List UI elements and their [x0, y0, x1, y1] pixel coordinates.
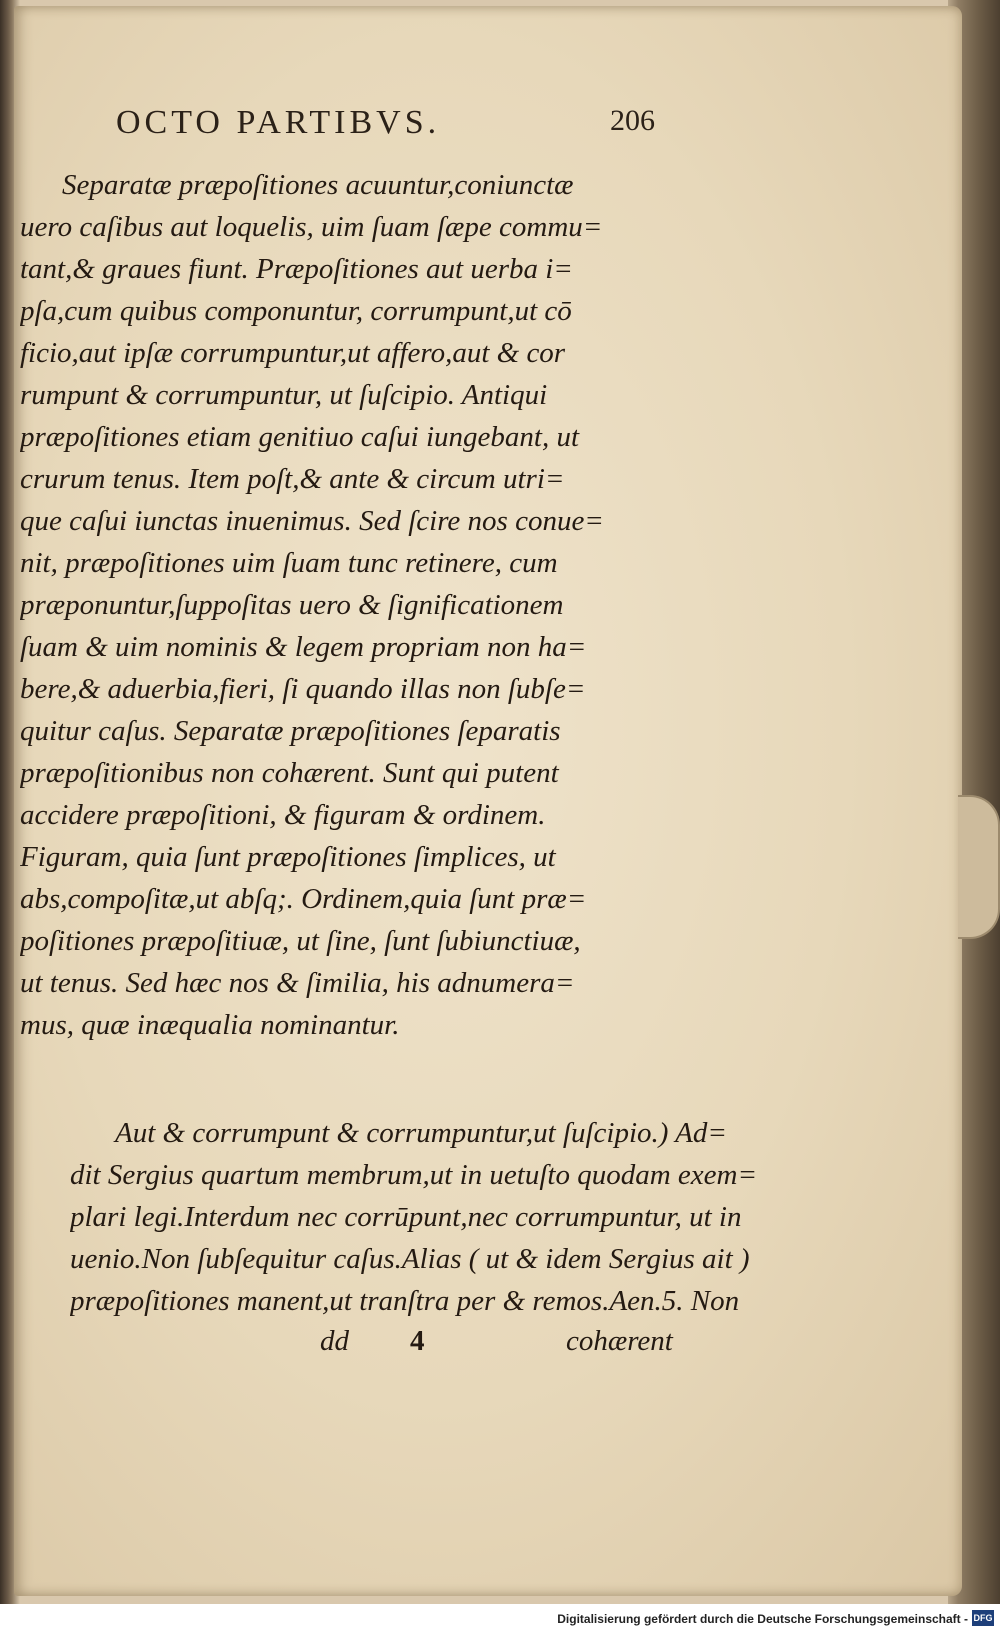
commentary-line: præpoſitiones manent,ut tranſtra per & remos.Aen.5. Non	[70, 1285, 740, 1317]
text-line: præpoſitiones etiam genitiuo caſui iungebant, ut	[20, 421, 580, 453]
text-line: uero caſibus aut loquelis, uim ſuam ſæpe commu=	[20, 211, 603, 243]
text-line: Separatæ præpoſitiones acuuntur,coniunctæ	[62, 169, 574, 201]
text-line: ficio,aut ipſæ corrumpuntur,ut affero,aut & cor	[20, 337, 566, 369]
text-line: tant,& graues fiunt. Præpoſitiones aut uerba i=	[20, 253, 573, 285]
text-line: rumpunt & corrumpuntur, ut ſuſcipio. Antiqui	[20, 379, 548, 411]
text-line: pſa,cum quibus componuntur, corrumpunt,ut cō	[20, 295, 572, 327]
commentary-line: Aut & corrumpunt & corrumpuntur,ut ſuſcipio.) Ad=	[115, 1117, 727, 1149]
catchword: cohærent	[566, 1325, 673, 1357]
text-line: que caſui iunctas inuenimus. Sed ſcire nos conue=	[20, 505, 604, 537]
commentary-block	[70, 1112, 890, 1322]
credit-bar	[0, 1604, 1000, 1634]
funding-credit: Digitalisierung gefördert durch die Deutsche Forschungsgemeinschaft -	[557, 1612, 968, 1626]
text-line: bere,& aduerbia,fieri, ſi quando illas non ſubſe=	[20, 673, 586, 705]
text-line: Figuram, quia ſunt præpoſitiones ſimplices, ut	[20, 841, 556, 873]
commentary-line: uenio.Non ſubſequitur caſus.Alias ( ut & idem Sergius ait )	[70, 1243, 750, 1275]
dfg-logo-icon: DFG	[972, 1610, 994, 1626]
main-text-block	[20, 164, 680, 1046]
text-line: poſitiones præpoſitiuæ, ut ſine, ſunt ſubiunctiuæ,	[20, 925, 581, 957]
commentary-line: dit Sergius quartum membrum,ut in uetuſto quodam exem=	[70, 1159, 758, 1191]
running-head-title: OCTO PARTIBVS.	[116, 104, 441, 141]
text-line: præponuntur,ſuppoſitas uero & ſignificationem	[20, 589, 564, 621]
text-line: nit, præpoſitiones uim ſuam tunc retinere, cum	[20, 547, 558, 579]
page-number: 206	[610, 104, 655, 137]
running-head	[116, 104, 676, 154]
text-line: mus, quæ inæqualia nominantur.	[20, 1009, 400, 1041]
commentary-line: plari legi.Interdum nec corrūpunt,nec corrumpuntur, ut in	[70, 1201, 742, 1233]
text-line: crurum tenus. Item poſt,& ante & circum utri=	[20, 463, 565, 495]
text-line: ſuam & uim nominis & legem propriam non ha=	[20, 631, 587, 663]
text-line: quitur caſus. Separatæ præpoſitiones ſeparatis	[20, 715, 561, 747]
text-line: abs,compoſitæ,ut abſq;. Ordinem,quia ſunt præ=	[20, 883, 587, 915]
text-line: ut tenus. Sed hæc nos & ſimilia, his adnumera=	[20, 967, 575, 999]
text-line: accidere præpoſitioni, & figuram & ordinem.	[20, 799, 546, 831]
signature-number: 4	[410, 1325, 425, 1357]
signature-mark: dd	[320, 1325, 349, 1357]
text-line: præpoſitionibus non cohærent. Sunt qui putent	[20, 757, 559, 789]
page-fold-tab	[958, 795, 1000, 939]
